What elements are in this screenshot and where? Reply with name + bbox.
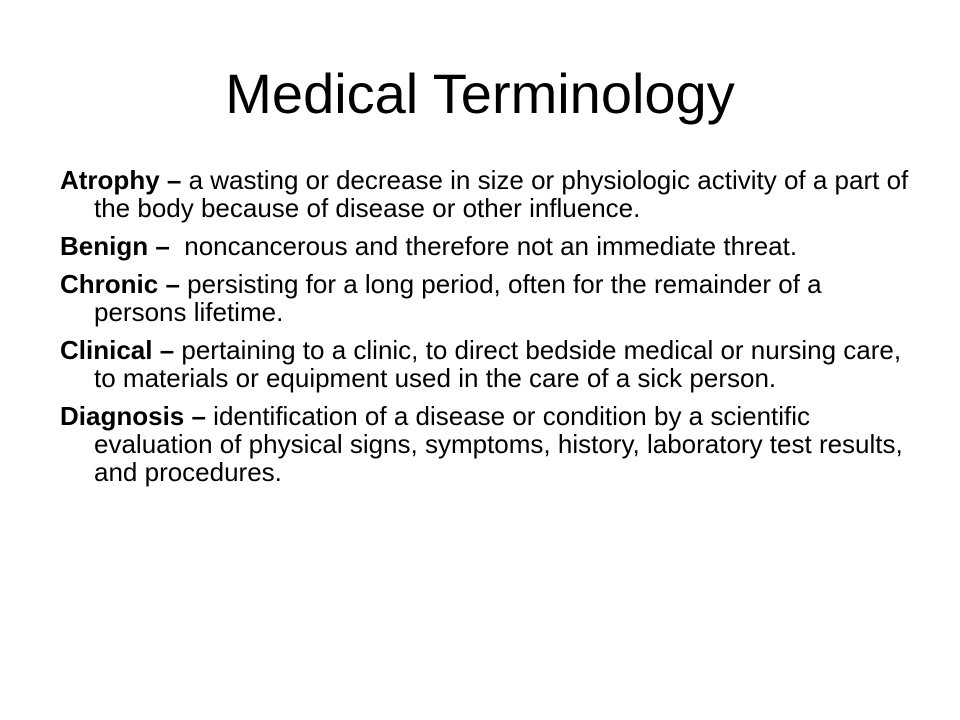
term-item-chronic	[60, 270, 910, 326]
term-item-clinical	[60, 336, 910, 392]
term-name: Benign –	[60, 231, 170, 261]
term-definition: persisting for a long period, often for the remainder of a persons lifetime.	[94, 269, 822, 327]
term-name: Clinical –	[60, 335, 175, 365]
slide-title: Medical Terminology	[225, 62, 735, 125]
term-list	[60, 166, 910, 496]
term-definition: identification of a disease or condition by a scientific evaluation of physical signs, symptoms, history, laboratory test results, and procedures.	[94, 401, 903, 487]
term-item-atrophy	[60, 166, 910, 222]
term-name: Chronic –	[60, 269, 180, 299]
term-item-diagnosis	[60, 402, 910, 486]
term-name: Atrophy –	[60, 165, 182, 195]
term-definition: a wasting or decrease in size or physiologic activity of a part of the body because of disease or other influence.	[94, 165, 909, 223]
term-definition: noncancerous and therefore not an immediate threat.	[169, 231, 798, 261]
term-name: Diagnosis –	[60, 401, 206, 431]
term-item-benign	[60, 232, 910, 260]
term-definition: pertaining to a clinic, to direct bedside medical or nursing care, to materials or equipment used in the care of a sick person.	[94, 335, 902, 393]
